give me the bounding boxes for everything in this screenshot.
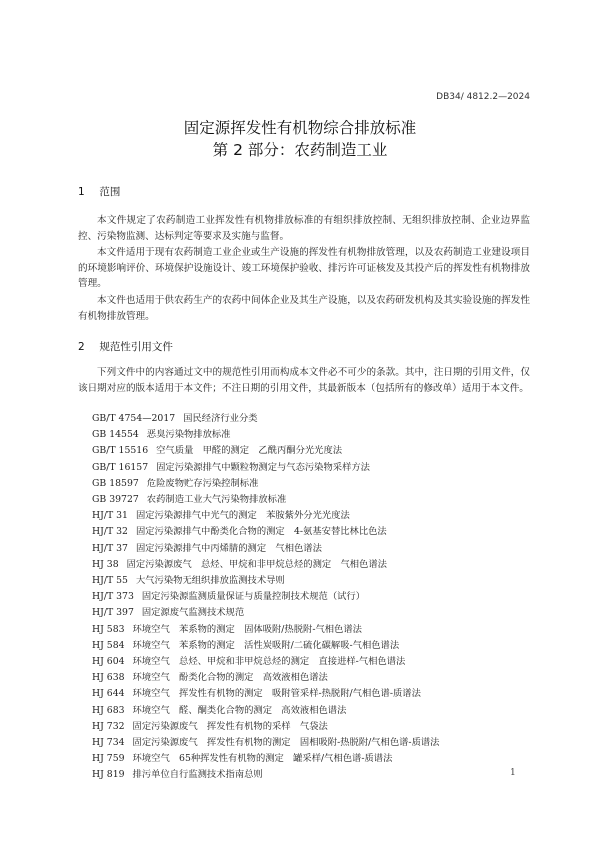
- reference-title: 固定污染源排气中丙烯腈的测定 气相色谱法: [135, 542, 322, 554]
- section-number: 1: [78, 186, 85, 198]
- reference-code: HJ 638: [92, 672, 125, 684]
- reference-code: HJ 583: [92, 623, 125, 635]
- reference-item: [92, 573, 532, 589]
- reference-code: HJ 732: [92, 720, 125, 732]
- reference-item: [92, 686, 532, 702]
- reference-title: 农药制造工业大气污染物排放标准: [146, 494, 287, 506]
- reference-code: GB/T 15516: [92, 445, 149, 457]
- document-title: 固定源挥发性有机物综合排放标准: [183, 119, 417, 137]
- reference-item: [92, 524, 532, 540]
- reference-title: 环境空气 酚类化合物的测定 高效液相色谱法: [132, 672, 328, 684]
- reference-code: GB 39727: [92, 494, 139, 506]
- reference-item: [92, 622, 532, 638]
- reference-title: 固定污染源排气中颗粒物测定与气态污染物采样方法: [156, 461, 370, 473]
- reference-item: [92, 605, 532, 621]
- page-number: 1: [510, 768, 516, 778]
- reference-title: 环境空气 苯系物的测定 固体吸附/热脱附-气相色谱法: [132, 623, 362, 635]
- reference-title: 固定污染源废气 挥发性有机物的采样 气袋法: [132, 720, 328, 732]
- reference-code: HJ/T 55: [92, 575, 128, 587]
- paragraph: 下列文件中的内容通过文中的规范性引用而构成本文件必不可少的条款。其中，注日期的引用文件，仅该日期对应的版本适用于本文件；不注日期的引用文件，其最新版本（包括所有的修改单）适用于本文件。: [78, 367, 530, 394]
- reference-item: [92, 670, 532, 686]
- reference-item: [92, 751, 532, 767]
- reference-title: 环境空气 挥发性有机物的测定 吸附管采样-热脱附/气相色谱-质谱法: [132, 688, 421, 700]
- section-heading-scope: [78, 184, 120, 199]
- reference-code: HJ 734: [92, 737, 125, 749]
- reference-item: [92, 460, 532, 476]
- reference-code: HJ 819: [92, 769, 125, 781]
- reference-item: [92, 557, 532, 573]
- section-title: 范围: [99, 186, 121, 198]
- reference-item: [92, 427, 532, 443]
- reference-title: 环境空气 65种挥发性有机物的测定 罐采样/气相色谱-质谱法: [132, 753, 393, 765]
- reference-title: 固定污染源废气 总烃、甲烷和非甲烷总烃的测定 气相色谱法: [126, 558, 387, 570]
- reference-list: [92, 411, 532, 784]
- section-title: 规范性引用文件: [99, 341, 173, 353]
- section-heading-normative-references: [78, 339, 173, 354]
- document-subtitle: 第 2 部分：农药制造工业: [212, 141, 388, 159]
- reference-code: HJ/T 32: [92, 526, 128, 538]
- reference-code: HJ/T 397: [92, 607, 134, 619]
- reference-code: HJ 584: [92, 639, 125, 651]
- reference-title: 恶臭污染物排放标准: [146, 429, 231, 441]
- reference-title: 环境空气 总烃、甲烷和非甲烷总烃的测定 直接进样-气相色谱法: [132, 656, 406, 668]
- reference-code: GB 14554: [92, 429, 139, 441]
- reference-item: [92, 541, 532, 557]
- reference-item: [92, 735, 532, 751]
- reference-title: 危险废物贮存污染控制标准: [146, 477, 259, 489]
- paragraph: 本文件规定了农药制造工业挥发性有机物排放标准的有组织排放控制、无组织排放控制、企业边界监控、污染物监测、达标判定等要求及实施与监督。: [78, 215, 530, 242]
- reference-item: [92, 719, 532, 735]
- reference-item: [92, 411, 532, 427]
- reference-title: 环境空气 醛、酮类化合物的测定 高效液相色谱法: [132, 704, 347, 716]
- section-number: 2: [78, 341, 85, 353]
- reference-title: 固定污染源监测质量保证与质量控制技术规范（试行）: [141, 591, 366, 603]
- reference-title: 固定污染源废气 挥发性有机物的测定 固相吸附-热脱附/气相色谱-质谱法: [132, 737, 440, 749]
- reference-code: HJ 604: [92, 656, 125, 668]
- reference-code: HJ/T 31: [92, 510, 128, 522]
- reference-item: [92, 476, 532, 492]
- reference-item: [92, 767, 532, 783]
- paragraph: 本文件也适用于供农药生产的农药中间体企业及其生产设施，以及农药研发机构及其实验设施的挥发性有机物排放管理。: [78, 295, 530, 322]
- reference-item: [92, 492, 532, 508]
- reference-item: [92, 638, 532, 654]
- reference-title: 大气污染物无组织排放监测技术导则: [135, 575, 285, 587]
- reference-code: HJ 759: [92, 753, 125, 765]
- reference-item: [92, 443, 532, 459]
- reference-item: [92, 589, 532, 605]
- reference-code: HJ 644: [92, 688, 125, 700]
- reference-code: GB/T 4754—2017: [92, 413, 176, 424]
- reference-title: 环境空气 苯系物的测定 活性炭吸附/二硫化碳解吸-气相色谱法: [132, 639, 400, 651]
- reference-item: [92, 703, 532, 719]
- standard-code: DB34/ 4812.2—2024: [436, 92, 530, 102]
- reference-title: 固定污染源排气中光气的测定 苯胺紫外分光光度法: [135, 510, 350, 522]
- reference-title: 空气质量 甲醛的测定 乙酰丙酮分光光度法: [156, 445, 343, 457]
- reference-code: HJ/T 37: [92, 542, 128, 554]
- reference-code: HJ 683: [92, 704, 125, 716]
- reference-code: HJ 38: [92, 558, 119, 570]
- reference-title: 国民经济行业分类: [183, 413, 258, 424]
- reference-title: 排污单位自行监测技术指南总则: [132, 769, 263, 781]
- reference-code: GB/T 16157: [92, 461, 149, 473]
- reference-title: 固定污染源排气中酚类化合物的测定 4-氨基安替比林比色法: [135, 526, 387, 538]
- reference-title: 固定源废气监测技术规范: [141, 607, 245, 619]
- reference-code: HJ/T 373: [92, 591, 134, 603]
- reference-code: GB 18597: [92, 477, 139, 489]
- reference-item: [92, 654, 532, 670]
- paragraph: 本文件适用于现有农药制造工业企业或生产设施的挥发性有机物排放管理，以及农药制造工业建设项目的环境影响评价、环境保护设施设计、竣工环境保护验收、排污许可证核发及其投产后的挥发性有机物排放管理。: [78, 247, 530, 289]
- reference-item: [92, 508, 532, 524]
